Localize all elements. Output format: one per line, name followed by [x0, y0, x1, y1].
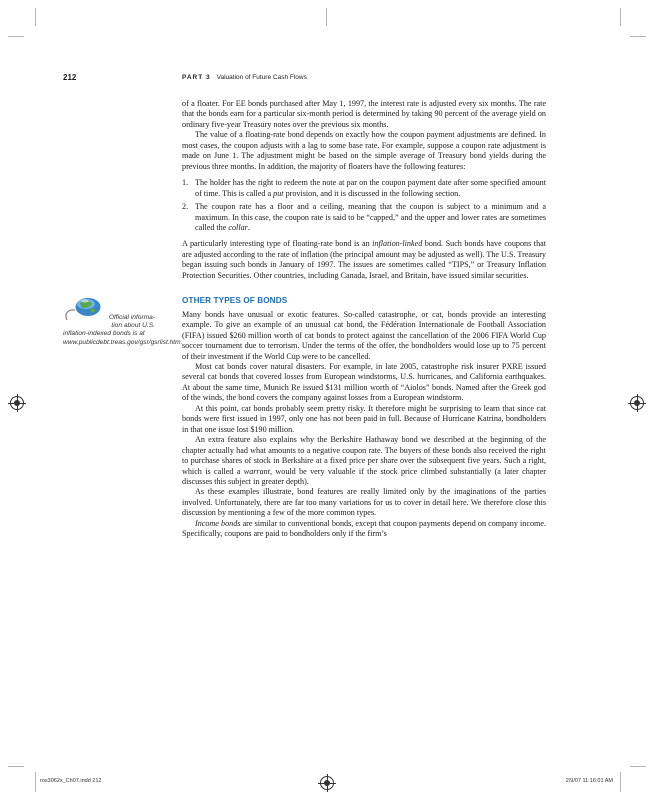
part-title: Valuation of Future Cash Flows	[216, 74, 307, 81]
paragraph: At this point, cat bonds probably seem pretty risky. It therefore might be surprising to learn that since cat bonds were first issued in 1997, only one has not been paid in full. Because of Hurricane Katrina, bondholders in that one issue lost $190 million.	[182, 403, 546, 434]
sidebar-lead-line-1: Official informa-	[108, 314, 155, 321]
slug-timestamp: 2/9/07 11:16:01 AM	[565, 778, 613, 784]
paragraph: Most cat bonds cover natural disasters. For example, in late 2005, catastrophe risk insurer PXRE issued several cat bonds that covered losses from European windstorms, U.S. hurricanes, and California earthquakes. At about the same time, Munich Re issued $131 million worth of “Aiolos” bonds. Named after the Greek god of the winds, the bond covers the company against losses from a European windstorm.	[182, 361, 546, 403]
registration-mark-bottom	[320, 776, 334, 790]
sidebar-note	[63, 314, 183, 347]
crop-mark-top-center	[326, 8, 327, 26]
section-heading: OTHER TYPES OF BONDS	[182, 296, 288, 306]
sidebar-text: inflation-indexed bonds is at www.publicdebt.treas.gov/gsr/gsrlist.htm.	[63, 330, 183, 346]
feature-list	[182, 178, 546, 233]
crop-mark-top-right-v	[620, 8, 621, 26]
registration-mark-left	[10, 396, 24, 410]
paragraph: A particularly interesting type of floating-rate bond is an inflation-linked bond. Such bonds have coupons that are adjusted according to the rate of inflation (the principal amount may be adjusted as well). The U.S. Treasury began issuing such bonds in January of 1997. The issues are sometimes called “TIPS,” or Treasury Inflation Protection Securities. Other countries, including Canada, Israel, and Britain, have issued similar securities.	[182, 239, 546, 280]
crop-mark-bottom-right-v	[620, 772, 621, 792]
list-number: 1.	[182, 178, 189, 188]
paragraph: Many bonds have unusual or exotic features. So-called catastrophe, or cat, bonds provide an interesting example. To give an example of an unusual cat bond, the Fédération Internationale de Football Association (FIFA) issued $260 million worth of cat bonds to protect against the cancellation of the 2006 FIFA World Cup soccer tournament due to terrorism. Under the terms of the offer, the bondholders would lose up to 75 percent of their investment if the World Cup were to be cancelled.	[182, 309, 546, 361]
crop-mark-bottom-right-h	[630, 766, 646, 767]
sidebar-lead-line-2: tion about U.S.	[111, 322, 155, 330]
paragraph: An extra feature also explains why the Berkshire Hathaway bond we described at the beginning of the chapter actually had what amounts to a negative coupon rate. The buyers of these bonds also received the right to purchase shares of stock in Berkshire at a fixed price per share over the subsequent five years. Such a right, which is called a warrant, would be very valuable if the stock price climbed substantially (a later chapter discusses this subject in greater depth).	[182, 435, 546, 486]
paragraph: of a floater. For EE bonds purchased after May 1, 1997, the interest rate is adjusted every six months. The rate that the bonds earn for a particular six-month period is determined by taking 90 percent of the average yield on ordinary five-year Treasury notes over the previous six months.	[182, 99, 546, 129]
running-head	[182, 74, 307, 81]
page-number: 212	[63, 73, 77, 82]
part-label: PART 3	[182, 74, 211, 81]
list-item: 1. The holder has the right to redeem the note at par on the coupon payment date after some specified amount of time. This is called a put provision, and it is discussed in the following section.	[182, 178, 546, 198]
registration-mark-right	[630, 396, 644, 410]
crop-mark-top-left-v	[35, 8, 36, 26]
crop-mark-top-left-h	[8, 36, 24, 37]
crop-mark-bottom-left-h	[8, 766, 24, 767]
paragraph: As these examples illustrate, bond features are really limited only by the imaginations of the parties involved. Unfortunately, there are far too many variations for us to cover in detail here. We therefore close this discussion by mentioning a few of the more common types.	[182, 487, 546, 518]
crop-mark-top-right-h	[630, 36, 646, 37]
list-item: 2. The coupon rate has a floor and a ceiling, meaning that the coupon is subject to a minimum and a maximum. In this case, the coupon rate is said to be “capped,” and the upper and lower rates are sometimes called the collar.	[182, 202, 546, 232]
list-number: 2.	[182, 202, 189, 212]
paragraph: The value of a floating-rate bond depends on exactly how the coupon payment adjustments are defined. In most cases, the coupon adjusts with a lag to some base rate. For example, suppose a coupon rate adjustment is made on June 1. The adjustment might be based on the simple average of Treasury bond yields during the previous three months. In addition, the majority of floaters have the following features:	[182, 130, 546, 171]
slug-file-name: ros3062x_Ch07.indd 212	[40, 778, 102, 784]
body-text	[182, 99, 546, 540]
crop-mark-bottom-left-v	[35, 772, 36, 792]
paragraph: Income bonds are similar to conventional bonds, except that coupon payments depend on company income. Specifically, coupons are paid to bondholders only if the firm’s	[182, 518, 546, 539]
